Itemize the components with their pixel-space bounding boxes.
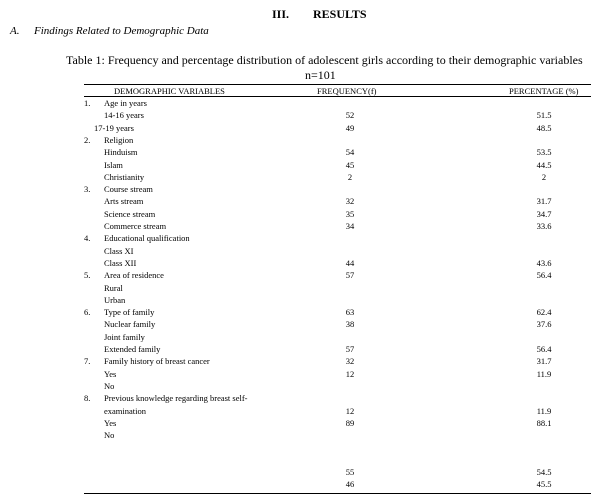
- row-label: examination: [104, 405, 147, 416]
- row-number: 4.: [84, 233, 91, 244]
- row-percentage: 2: [541, 171, 547, 182]
- table-row: [84, 184, 591, 196]
- table-row: [84, 147, 591, 159]
- table-header-rule: [84, 96, 591, 97]
- table-row: [84, 172, 591, 184]
- row-frequency: 63: [345, 307, 355, 318]
- section-title: RESULTS: [313, 7, 367, 21]
- row-label: Class XII: [104, 257, 137, 268]
- row-percentage: 34.7: [536, 208, 552, 219]
- table-row: [84, 246, 591, 258]
- table-caption-sample-size: n=101: [305, 68, 336, 82]
- row-label: Previous knowledge regarding breast self-: [104, 393, 248, 404]
- row-label: Family history of breast cancer: [104, 356, 210, 367]
- row-label: Course stream: [104, 184, 153, 195]
- row-percentage: 62.4: [536, 307, 552, 318]
- row-label: Religion: [104, 134, 134, 145]
- table-row: [84, 233, 591, 245]
- table-row: [84, 98, 591, 110]
- row-percentage: 31.7: [536, 356, 552, 367]
- row-label: No: [104, 380, 115, 391]
- row-label: Educational qualification: [104, 233, 190, 244]
- row-label: Extended family: [104, 344, 161, 354]
- table-row: [84, 332, 591, 344]
- row-percentage: 88.1: [536, 417, 552, 428]
- table-row: [84, 442, 591, 454]
- row-number: 5.: [84, 270, 91, 281]
- row-frequency: 12: [345, 405, 355, 416]
- row-label: 14-16 years: [104, 110, 144, 121]
- table-row: [84, 369, 591, 381]
- row-label: Type of family: [104, 307, 155, 318]
- row-frequency: 38: [345, 319, 355, 330]
- row-label: 17-19 years: [94, 122, 134, 133]
- row-percentage: 51.5: [536, 110, 552, 121]
- row-label: Rural: [104, 282, 123, 293]
- row-percentage: 45.5: [536, 479, 552, 490]
- table-row: [84, 196, 591, 208]
- row-number: 6.: [84, 307, 91, 318]
- row-label: Area of residence: [104, 270, 164, 281]
- row-label: Nuclear family: [104, 319, 156, 330]
- row-label: Christianity: [104, 171, 145, 182]
- row-label: Class XI: [104, 245, 134, 256]
- row-frequency: 55: [345, 467, 355, 477]
- table-row: [84, 381, 591, 393]
- row-frequency: 35: [345, 208, 355, 219]
- row-frequency: 54: [345, 147, 355, 158]
- row-percentage: 56.4: [536, 270, 552, 281]
- row-percentage: 33.6: [536, 221, 552, 231]
- table-row: [84, 110, 591, 122]
- table-row: [84, 258, 591, 270]
- table-top-rule: [84, 84, 591, 85]
- row-label: Hinduism: [104, 147, 138, 158]
- row-label: Yes: [104, 417, 117, 428]
- table-row: [84, 209, 591, 221]
- row-percentage: 11.9: [536, 405, 552, 416]
- row-number: 8.: [84, 393, 91, 404]
- row-frequency: 46: [345, 479, 355, 490]
- column-header-variables: DEMOGRAPHIC VARIABLES: [114, 86, 225, 96]
- row-percentage: 53.5: [536, 147, 552, 158]
- row-label: Yes: [104, 368, 117, 379]
- row-label: No: [104, 430, 115, 441]
- demographic-table: [84, 84, 591, 494]
- table-row: [84, 418, 591, 430]
- row-frequency: 57: [345, 344, 355, 354]
- row-label: Arts stream: [104, 196, 144, 207]
- table-row: [84, 123, 591, 135]
- row-percentage: 31.7: [536, 196, 552, 207]
- table-row: [84, 307, 591, 319]
- table-row: [84, 406, 591, 418]
- row-label: Islam: [104, 159, 123, 170]
- row-frequency: 89: [345, 417, 355, 428]
- row-percentage: 54.5: [536, 467, 552, 477]
- subsection-title: Findings Related to Demographic Data: [34, 25, 209, 37]
- table-row: [84, 319, 591, 331]
- table-row: [84, 221, 591, 233]
- table-row: [84, 295, 591, 307]
- table-row: [84, 160, 591, 172]
- section-number: III.: [272, 7, 290, 21]
- table-row: [84, 393, 591, 405]
- table-row: [84, 467, 591, 479]
- table-row: [84, 283, 591, 295]
- table-row: [84, 344, 591, 356]
- row-percentage: 11.9: [536, 368, 552, 379]
- subsection-heading: [10, 25, 209, 37]
- row-percentage: 44.5: [536, 159, 552, 170]
- table-row: [84, 356, 591, 368]
- column-header-frequency: FREQUENCY(f): [317, 86, 377, 96]
- row-frequency: 52: [345, 110, 355, 121]
- table-row: [84, 455, 591, 467]
- table-row: [84, 270, 591, 282]
- subsection-letter: A.: [10, 25, 20, 37]
- row-label: Commerce stream: [104, 221, 167, 231]
- table-caption-title: Table 1: Frequency and percentage distribution of adolescent girls according to their demographic variables: [66, 53, 583, 67]
- row-frequency: 57: [345, 270, 355, 281]
- row-frequency: 32: [345, 356, 355, 367]
- row-percentage: 43.6: [536, 257, 552, 268]
- row-label: Science stream: [104, 208, 156, 219]
- row-frequency: 44: [345, 257, 355, 268]
- row-frequency: 32: [345, 196, 355, 207]
- row-frequency: 45: [345, 159, 355, 170]
- table-row: [84, 135, 591, 147]
- row-frequency: 49: [345, 122, 355, 133]
- column-header-percentage: PERCENTAGE (%): [509, 86, 579, 96]
- row-frequency: 2: [347, 171, 353, 182]
- row-number: 3.: [84, 184, 91, 195]
- row-frequency: 34: [345, 221, 355, 231]
- row-number: 1.: [84, 98, 91, 108]
- row-frequency: 12: [345, 368, 355, 379]
- table-row: [84, 479, 591, 491]
- table-bottom-rule: [84, 493, 591, 494]
- row-percentage: 56.4: [536, 344, 552, 354]
- row-percentage: 48.5: [536, 122, 552, 133]
- row-number: 7.: [84, 356, 91, 367]
- row-percentage: 37.6: [536, 319, 552, 330]
- row-label: Age in years: [104, 98, 147, 108]
- table-row: [84, 430, 591, 442]
- row-label: Urban: [104, 294, 126, 305]
- row-label: Joint family: [104, 331, 145, 342]
- row-number: 2.: [84, 134, 91, 145]
